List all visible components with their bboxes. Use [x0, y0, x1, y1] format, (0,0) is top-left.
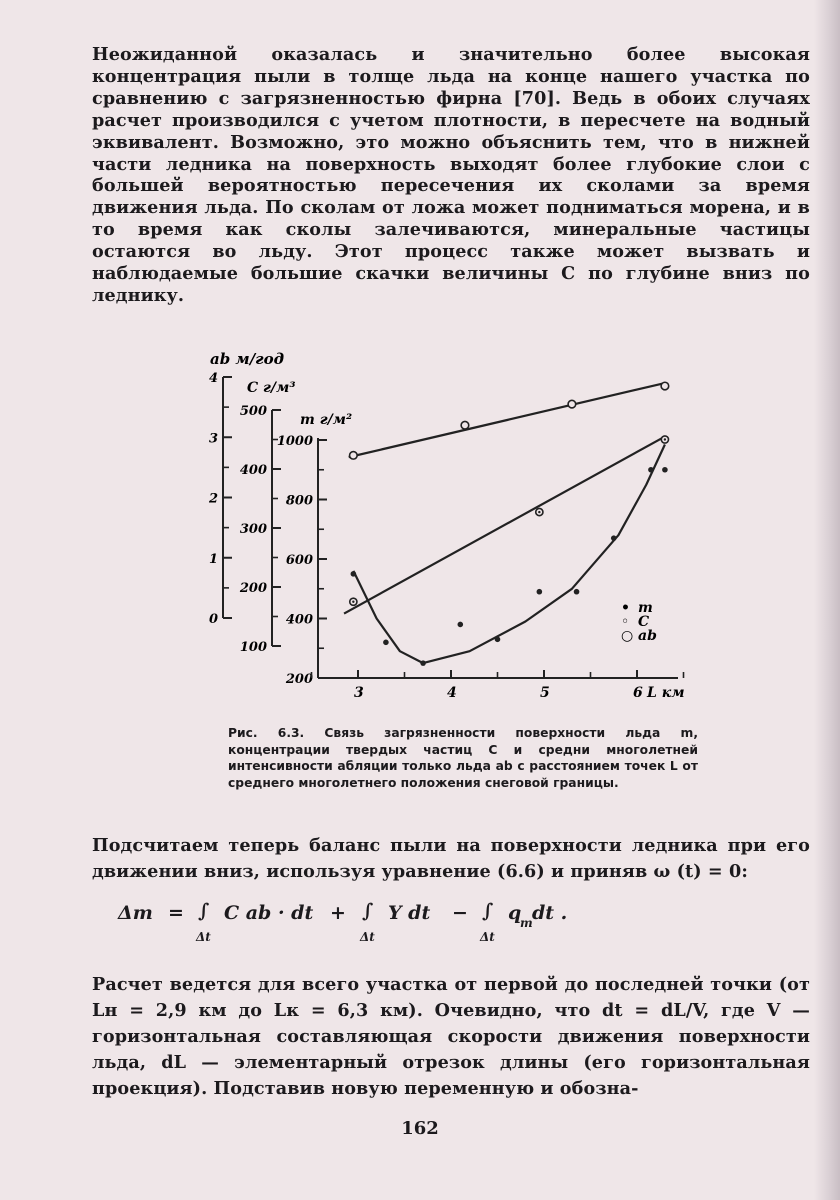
m-axis-label: m г/м²	[300, 412, 353, 428]
ab-point	[661, 382, 669, 390]
ab-ticks	[208, 371, 232, 627]
legend-label: m	[638, 600, 653, 616]
x-axis-ticks	[312, 670, 684, 701]
eq-term-3-sub: m	[520, 916, 533, 930]
eq-term-3-tail: dt .	[532, 902, 568, 924]
m-tick-label: 600	[285, 553, 313, 568]
c-tick-label: 500	[239, 404, 267, 419]
m-tick-label: 1000	[276, 434, 313, 449]
ab-tick-label: 1	[208, 551, 218, 567]
m-axis	[277, 412, 678, 687]
m-tick-label: 400	[285, 612, 313, 628]
x-tick-label: 3	[354, 685, 364, 701]
eq-integral-2: ∫	[362, 900, 374, 922]
legend-label: ab	[638, 628, 657, 644]
eq-integral-3: ∫	[482, 900, 494, 922]
legend	[621, 600, 657, 644]
legend-symbol: ○	[621, 628, 634, 644]
x-tick-label: 5	[540, 685, 550, 701]
c-tick-label: 100	[239, 640, 267, 655]
ab-point	[350, 452, 358, 460]
eq-domain-3: Δt	[480, 930, 495, 944]
c-tick-label: 400	[239, 463, 267, 478]
x-tick-label: 4	[447, 685, 457, 701]
eq-minus: −	[452, 902, 468, 924]
ab-point	[461, 421, 469, 429]
m-point	[458, 622, 464, 628]
eq-equals: =	[168, 902, 184, 924]
m-point	[420, 660, 426, 666]
ab-point	[568, 400, 576, 408]
c-tick-label: 300	[239, 522, 267, 537]
eq-domain-2: Δt	[360, 930, 375, 944]
eq-plus: +	[330, 902, 346, 924]
eq-domain-1: Δt	[196, 930, 211, 944]
eq-lhs: Δm	[118, 902, 153, 924]
x-axis-label: L км	[647, 685, 685, 701]
ab-tick-label: 4	[208, 371, 218, 386]
c-ticks	[239, 404, 281, 655]
m-tick-label: 200	[285, 672, 313, 687]
ab-tick-label: 3	[208, 431, 218, 447]
legend-symbol: •	[621, 600, 630, 616]
c-axis-label: C г/м³	[247, 380, 296, 396]
trend-lines	[344, 383, 665, 663]
legend-symbol: ◦	[621, 614, 630, 630]
figure-caption: Рис. 6.3. Связь загрязненности поверхности льда m, концентрации твердых частиц C и средни многолетней интенсивности абляции только льда ab с расстоянием точек L от среднего многолетнего положения снеговой границы.	[228, 726, 698, 790]
m-point	[495, 637, 501, 643]
m-tick-label: 800	[285, 493, 313, 509]
c-point-center	[664, 438, 666, 440]
c-trend-line	[344, 437, 665, 614]
eq-integral-1: ∫	[198, 900, 210, 922]
m-point	[383, 640, 389, 646]
eq-term-2: Y dt	[388, 902, 431, 924]
ab-tick-label: 0	[208, 612, 218, 627]
ab-axis-label: ab м/год	[210, 350, 285, 368]
m-point	[611, 535, 617, 541]
c-point-center	[352, 601, 354, 603]
m-point	[537, 589, 543, 595]
page-number: 162	[401, 1118, 439, 1139]
m-trend-curve	[353, 445, 665, 664]
legend-label: C	[638, 614, 650, 630]
m-point	[351, 571, 357, 577]
eq-term-1: C ab · dt	[224, 902, 314, 924]
m-point	[574, 589, 580, 595]
paragraph-3: Расчет ведется для всего участка от первой до последней точки (от Lн = 2,9 км до Lк = 6,3 км). Очевидно, что dt = dL/V, где V — горизонтальная составляющая скорости движения поверхности льда, dL — элементарный отрезок длины (его горизонтальная проекция). Подставив новую переменную и обозна-	[92, 974, 810, 1099]
eq-term-3: q	[508, 902, 522, 924]
ab-trend-line	[349, 383, 665, 457]
m-ticks	[277, 434, 327, 687]
paragraph-1: Неожиданной оказалась и значительно более высокая концентрация пыли в толще льда на конце нашего участка по сравнению с загрязненностью фирна [70]. Ведь в обоих случаях расчет производился с учетом плотности, в пересчете на водный эквивалент. Возможно, это можно объяснить тем, что в нижней части ледника на поверхность выходят более глубокие слои с большей вероятностью пересечения их сколами за время движения льда. По сколам от ложа может подниматься морена, и в то время как сколы залечиваются, минеральные частицы остаются во льду. Этот процесс также может вызвать и наблюдаемые большие скачки величины C по глубине вниз по леднику.	[92, 44, 810, 306]
paragraph-2: Подсчитаем теперь баланс пыли на поверхности ледника при его движении вниз, используя уравнение (6.6) и приняв ω (t) = 0:	[92, 835, 810, 882]
x-tick-label: 6	[633, 685, 643, 701]
c-point-center	[538, 511, 540, 513]
ab-tick-label: 2	[208, 491, 218, 507]
m-point	[648, 467, 654, 473]
m-point	[662, 467, 668, 473]
equation	[118, 898, 718, 948]
c-tick-label: 200	[239, 581, 267, 596]
